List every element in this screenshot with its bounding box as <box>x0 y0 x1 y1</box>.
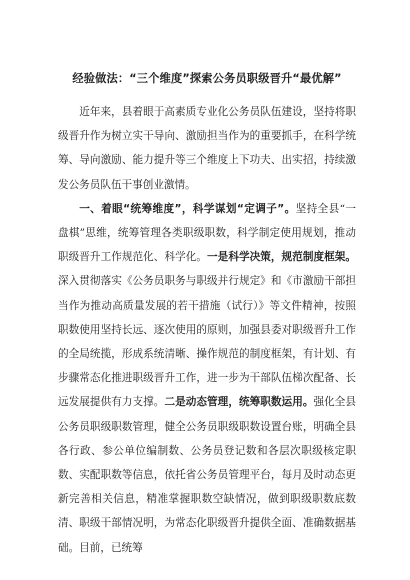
section-1-heading: 一、着眼“统筹维度”，科学谋划“定调子”。 <box>79 202 296 215</box>
section-1-text: 坚持全县“一盘棋”思维，统筹管理各类职级职数，科学制定使用规划，推动职级晋升工作规范化、科学化。 <box>58 202 356 264</box>
point-1-text: 深入贯彻落实《公务员职务与职级并行规定》和《市激励干部担当作为推动高质量发展的若干措施（试行）》等文件精神，按照职数使用坚持长远、逐次使用的原则，加强县委对职级晋升工作的全局统揽，形成系统清晰、操作规范的制度框架，有计划、有步骤常态化推进职级晋升工作，进一步为干部队伍梯次配备、长远发展提供有力支撑。 <box>58 275 356 409</box>
point-2-heading: 二是动态管理，统筹职数运用。 <box>164 396 314 409</box>
intro-paragraph: 近年来，县着眼于高素质专业化公务员队伍建设，坚持将职级晋升作为树立实干导向、激励担当作为的重要抓手，在科学统筹、导向激励、能力提升等三个维度上下功夫、出实招，持续激发公务员队伍干事创业激情。 <box>58 106 356 191</box>
section-1-paragraph <box>58 197 356 560</box>
point-2-text: 强化全县公务员职级职数管理，健全公务员职级职数设置台账，明确全县各行政、参公单位编制数、公务员登记数和各层次职级核定职数、实配职数等信息，依托省公务员管理平台，每月及时动态更新完善相关信息，精准掌握职数空缺情况，做到职级职数底数清、职级干部情况明，为常态化职级晋升提供全面、准确数据基础。目前，已统筹 <box>58 396 357 554</box>
point-1-heading: 一是科学决策，规范制度框架。 <box>207 251 357 264</box>
document-title: 经验做法：“三个维度”探索公务员职级晋升“最优解” <box>72 72 342 85</box>
